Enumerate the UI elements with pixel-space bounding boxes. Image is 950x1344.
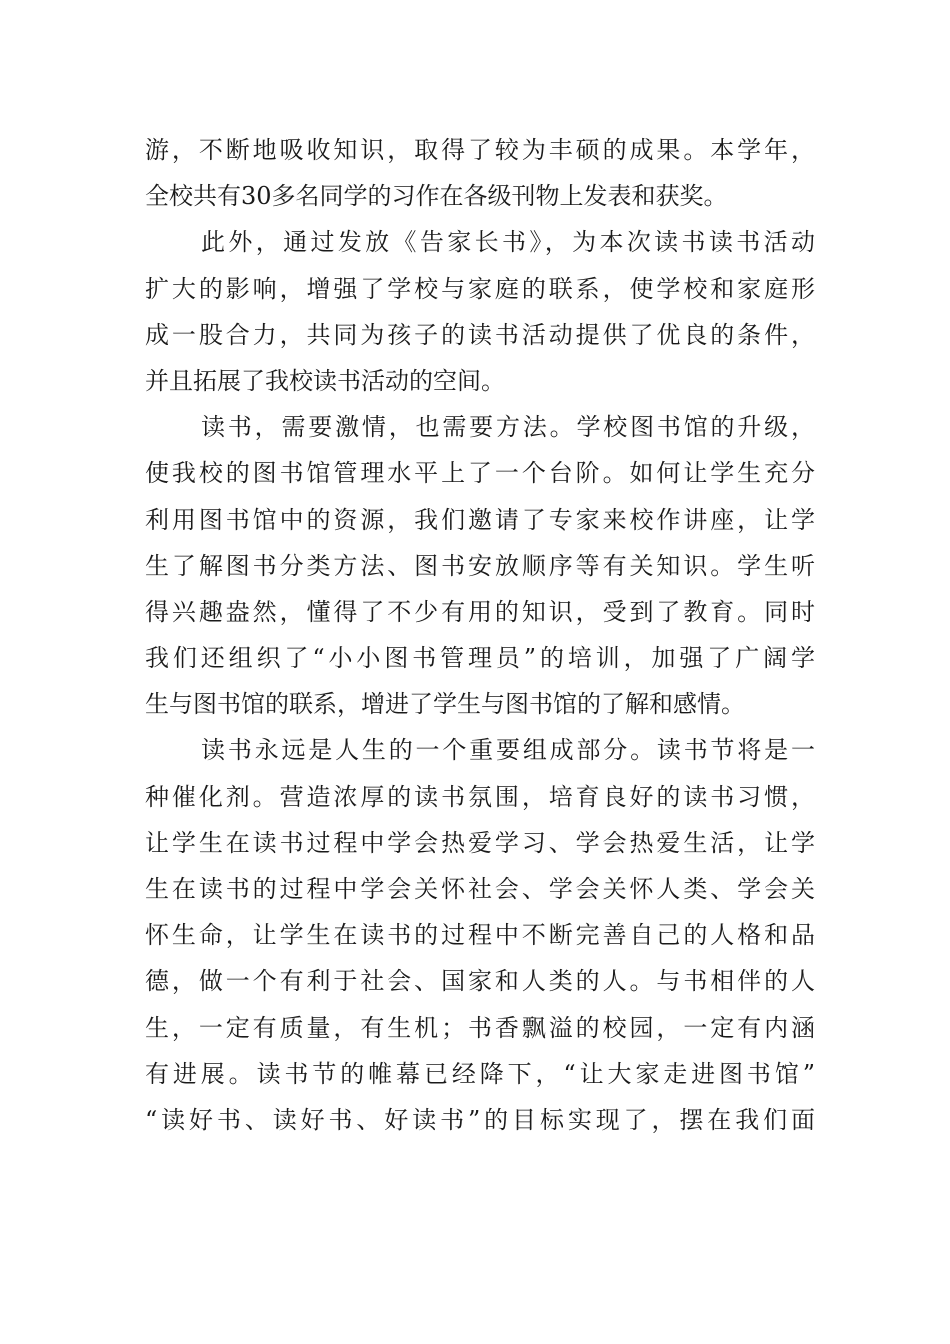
text-line: 读书永远是人生的一个重要组成部分。读书节将是一 [201,736,815,765]
text-line: 德，做一个有利于社会、国家和人类的人。与书相伴的人 [145,967,815,996]
text-line: 怀生命，让学生在读书的过程中不断完善自己的人格和品 [145,921,815,950]
text-line: 得兴趣盎然，懂得了不少有用的知识，受到了教育。同时 [145,597,815,626]
text-line: 读书，需要激情，也需要方法。学校图书馆的升级， [201,413,815,442]
text-line: 扩大的影响，增强了学校与家庭的联系，使学校和家庭形 [145,274,815,303]
text-line: 使我校的图书馆管理水平上了一个台阶。如何让学生充分 [145,459,815,488]
text-line: 生了解图书分类方法、图书安放顺序等有关知识。学生听 [145,551,815,580]
text-line: 种催化剂。营造浓厚的读书氛围，培育良好的读书习惯， [145,782,815,811]
text-line: “读好书、读好书、好读书”的目标实现了，摆在我们面 [145,1105,815,1134]
text-line: 生在读书的过程中学会关怀社会、学会关怀人类、学会关 [145,875,815,903]
text-line: 成一股合力，共同为孩子的读书活动提供了优良的条件， [145,320,815,349]
text-line: 生，一定有质量，有生机；书香飘溢的校园，一定有内涵 [145,1013,815,1042]
text-line: 并且拓展了我校读书活动的空间。 [145,366,505,395]
text-line: 有进展。读书节的帷幕已经降下，“让大家走进图书馆” [145,1059,815,1088]
text-line: 全校共有30多名同学的习作在各级刊物上发表和获奖。 [145,182,728,211]
text-line: 利用图书馆中的资源，我们邀请了专家来校作讲座，让学 [145,505,815,534]
text-line: 此外，通过发放《告家长书》，为本次读书读书活动 [201,228,815,257]
body-text [145,127,815,1143]
text-line: 游，不断地吸收知识，取得了较为丰硕的成果。本学年， [145,136,815,164]
text-line: 让学生在读书过程中学会热爱学习、学会热爱生活，让学 [145,828,815,857]
text-line: 我们还组织了“小小图书管理员”的培训，加强了广阔学 [145,644,815,673]
text-line: 生与图书馆的联系，增进了学生与图书馆的了解和感情。 [145,690,745,719]
